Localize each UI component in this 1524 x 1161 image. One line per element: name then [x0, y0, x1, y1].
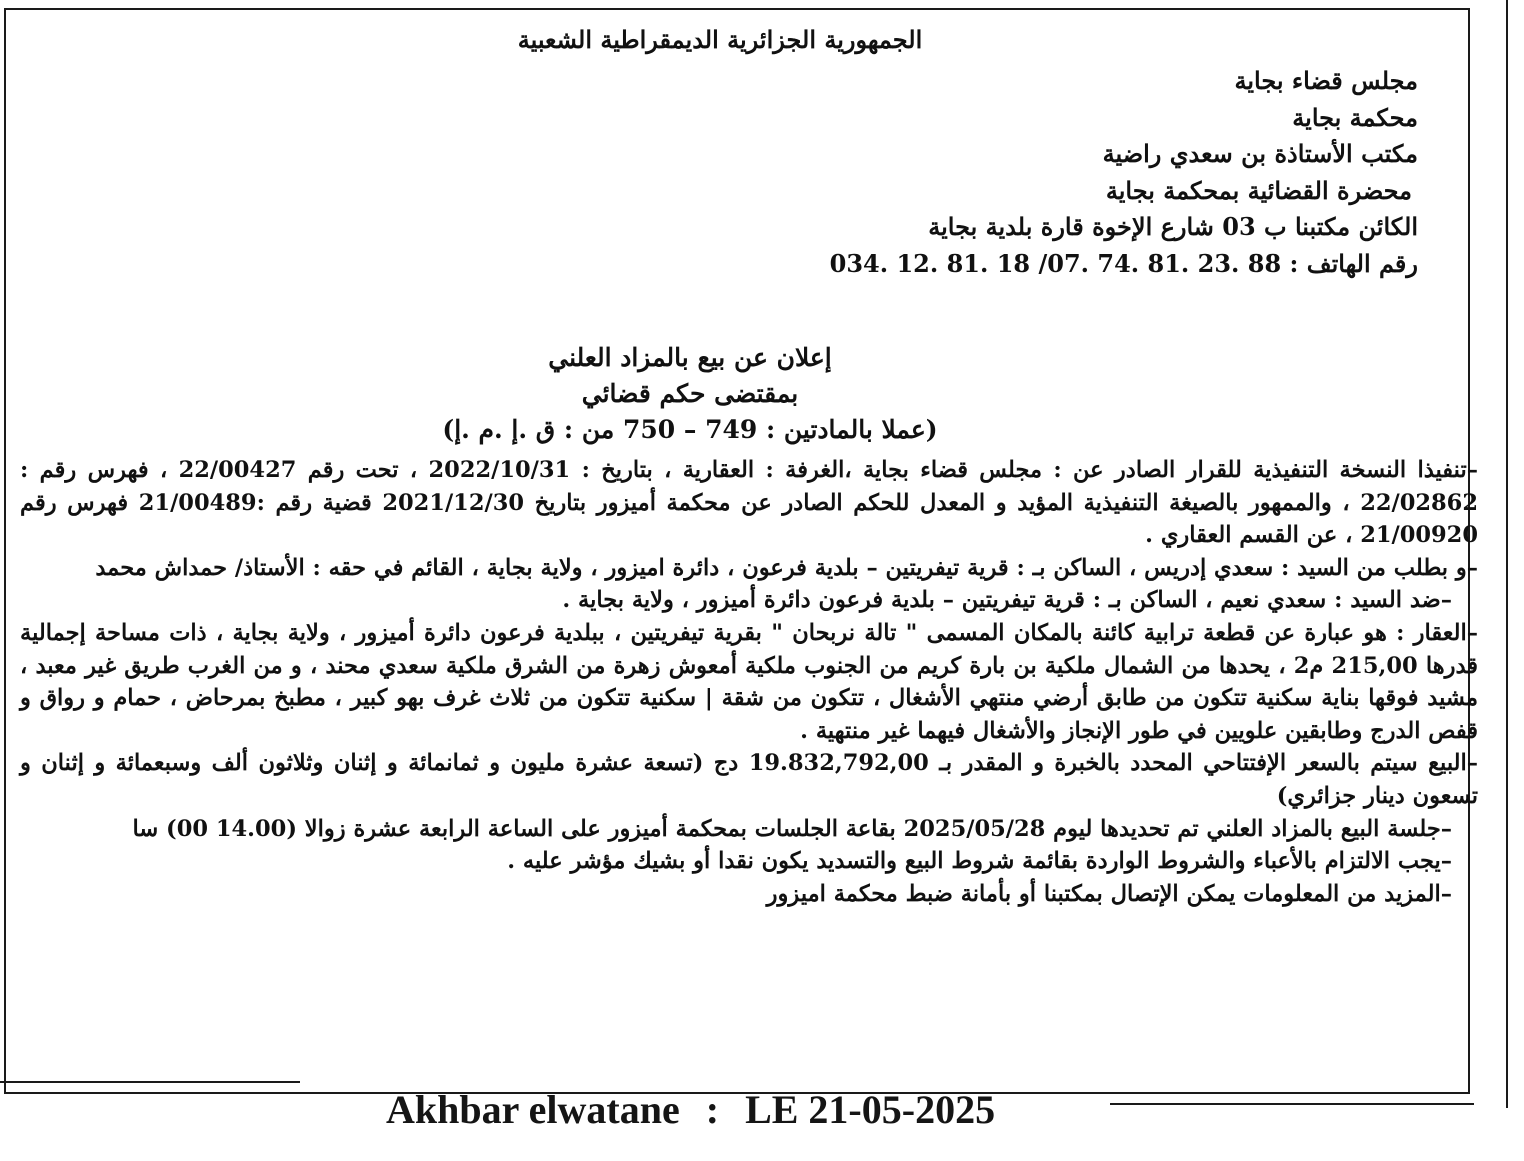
bailiff-office: مكتب الأستاذة بن سعدي راضية: [1102, 139, 1418, 169]
paragraph-defendant: –ضد السيد : سعدي نعيم ، الساكن بـ : قرية تيفريتين – بلدية فرعون دائرة أميزور ، ولاية بجاية .: [562, 587, 1452, 614]
office-address: الكائن مكتبنا ب 03 شارع الإخوة قارة بلدية بجاية: [928, 212, 1418, 242]
court-council: مجلس قضاء بجاية: [1234, 66, 1418, 95]
title-main: إعلان عن بيع بالمزاد العلني: [548, 343, 832, 372]
office-header: [718, 63, 1418, 283]
footer-rule-right: [1110, 1103, 1474, 1105]
office-phone: رقم الهاتف : 88 .23 .81 .74 .07/ 18 .81 .12 .034: [829, 248, 1418, 278]
paragraph-price: –البيع سيتم بالسعر الإفتتاحي المحدد بالخبرة و المقدر بـ 19.832,792,00 دج (تسعة عشرة مليون و ثمانمائة و إثنان وثلاثون ألف وسبعمائة و إثنان و تسعون دينار جزائري): [20, 750, 1478, 809]
title-legal-basis: (عملا بالمادتين : 749 – 750 من : ق .إ .م .إ): [442, 415, 938, 444]
notice-title: [0, 340, 1380, 448]
right-border-rule: [1506, 0, 1508, 1108]
paragraph-info: –المزيد من المعلومات يمكن الإتصال بمكتبنا أو بأمانة ضبط محكمة اميزور: [766, 880, 1452, 907]
paragraph-requester: –و بطلب من السيد : سعدي إدريس ، الساكن بـ : قرية تيفريتين – بلدية فرعون ، دائرة اميزور ، ولاية بجاية ، القائم في حقه : الأستاذ/ حمداش محمد: [95, 554, 1478, 581]
publication-separator: :: [705, 1087, 720, 1132]
republic-heading: الجمهورية الجزائرية الديمقراطية الشعبية: [517, 25, 923, 54]
court-name: محكمة بجاية: [1292, 102, 1418, 132]
paragraph-payment: –يجب الالتزام بالأعباء والشروط الواردة بقائمة شروط البيع والتسديد يكون نقدا أو بشيك مؤشر عليه .: [507, 848, 1452, 875]
publication-date: LE 21-05-2025: [745, 1087, 996, 1132]
paragraph-execution: –تنفيذا النسخة التنفيذية للقرار الصادر عن : مجلس قضاء بجاية ،الغرفة : العقارية ، بتاريخ : 2022/10/31 ، تحت رقم 22/00427 ، فهرس رقم : 22/02862 ، والممهور بالصيغة التنفيذية المؤيد و المعدل للحكم الصادر عن محكمة أميزور بتاريخ 2021/12/30 قضية رقم :21/00489 فهرس رقم 21/00920 ، عن القسم العقاري .: [20, 457, 1478, 549]
paragraph-property: –العقار : هو عبارة عن قطعة ترابية كائنة بالمكان المسمى " تالة نربحان " بقرية تيفريتين ، ببلدية فرعون دائرة أميزور ، ولاية بجاية ، ذات مساحة إجمالية قدرها 215,00 م2 ، يحدها من الشمال ملكية بن بارة كريم من الجنوب ملكية أمعوش زهرة من الشرق ملكية سعدي محند ، و من الغرب طريق غير معبد ، مشيد فوقها بناية سكنية تتكون من طابق أرضي منتهي الأشغال ، تتكون من شقة | سكنية تتكون من ثلاث غرف بهو كبير ، مطبخ بمرحاض ، حمام و رواق و قفص الدرج وطابقين علويين في طور الإنجاز والأشغال فيهما غير منتهية .: [20, 619, 1479, 744]
publication-name: Akhbar elwatane: [386, 1087, 680, 1132]
bailiff-title: محضرة القضائية بمحكمة بجاية: [1105, 175, 1412, 205]
title-sub: بمقتضى حكم قضائي: [581, 379, 799, 408]
paragraph-session: –جلسة البيع بالمزاد العلني تم تحديدها ليوم 2025/05/28 بقاعة الجلسات بمحكمة أميزور على الساعة الرابعة عشرة زوالا (14.00 00) سا: [132, 815, 1452, 842]
footer-rule-left: [0, 1081, 300, 1083]
publication-footer: [386, 1084, 1086, 1136]
notice-body: [20, 454, 1478, 910]
